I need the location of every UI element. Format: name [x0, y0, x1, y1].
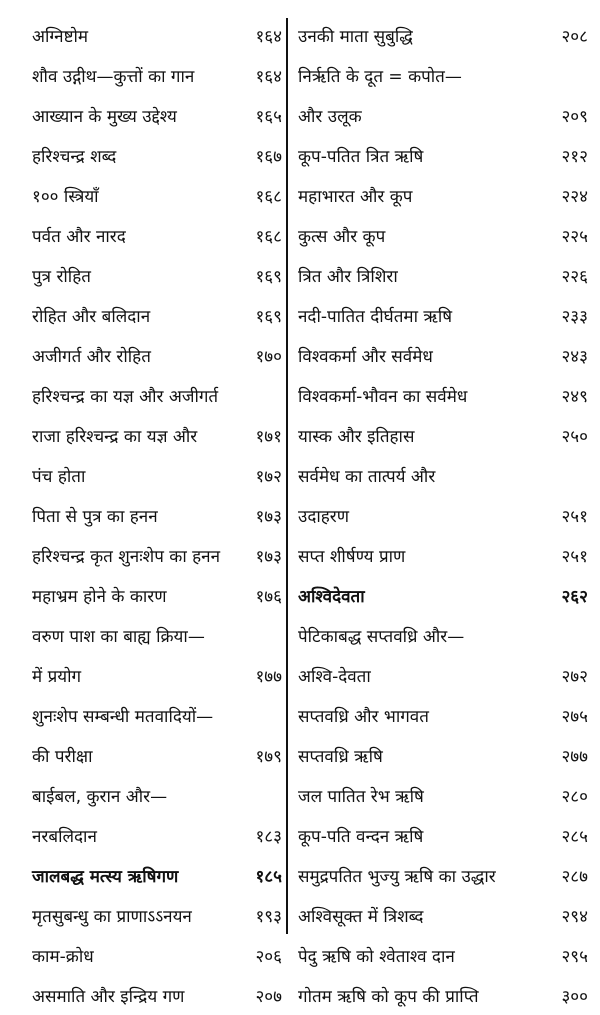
right-entry-title: कुत्स और कूप	[298, 226, 386, 247]
toc-row	[0, 295, 600, 335]
left-entry-title: मृतसुबन्धु का प्राणाऽऽनयन	[32, 906, 192, 927]
right-entry-title: अश्वि-देवता	[298, 666, 371, 687]
toc-row	[0, 535, 600, 575]
right-entry-title: उदाहरण	[298, 506, 350, 527]
right-entry-page: २५१	[561, 546, 588, 567]
right-entry-title: जल पातित रेभ ऋषि	[298, 786, 424, 807]
toc-row	[0, 895, 600, 935]
right-entry-title: सप्तवध्रि और भागवत	[298, 706, 429, 727]
left-entry-page: १६४	[255, 26, 282, 47]
right-entry-page: २२६	[561, 266, 588, 287]
right-entry-title: पेटिकाबद्ध सप्तवध्रि और—	[298, 626, 465, 647]
left-entry-title: वरुण पाश का बाह्य क्रिया—	[32, 626, 205, 647]
left-entry-page: १७०	[255, 346, 282, 367]
right-entry-page: २०८	[561, 26, 588, 47]
toc-row	[0, 175, 600, 215]
table-of-contents	[0, 15, 600, 1015]
toc-row	[0, 455, 600, 495]
right-entry-page: २५०	[561, 426, 588, 447]
left-entry-title: महाभ्रम होने के कारण	[32, 586, 167, 607]
right-entry-title: उनकी माता सुबुद्धि	[298, 26, 413, 47]
right-entry-page: २८०	[561, 786, 588, 807]
left-entry-title: पुत्र रोहित	[32, 266, 91, 287]
right-entry-page: २४३	[561, 346, 588, 367]
left-entry-title: अग्निष्टोम	[32, 26, 89, 47]
right-entry-title: अश्विदेवता	[298, 586, 365, 607]
right-entry-page: २८७	[561, 866, 588, 887]
right-entry-page: २१२	[561, 146, 588, 167]
left-entry-page: १६९	[255, 306, 282, 327]
toc-row	[0, 95, 600, 135]
right-entry-title: पेदु ऋषि को श्वेताश्व दान	[298, 946, 455, 967]
right-entry-title: गोतम ऋषि को कूप की प्राप्ति	[298, 986, 479, 1007]
toc-row	[0, 775, 600, 815]
right-entry-title: सप्त शीर्षण्य प्राण	[298, 546, 406, 567]
right-entry-page: २४९	[561, 386, 588, 407]
left-entry-page: १७१	[255, 426, 282, 447]
right-entry-page: २७५	[561, 706, 588, 727]
left-entry-title: पर्वत और नारद	[32, 226, 126, 247]
right-entry-title: कूप-पतित त्रित ऋषि	[298, 146, 424, 167]
left-entry-page: १६८	[255, 226, 282, 247]
left-entry-page: १७६	[255, 586, 282, 607]
toc-row	[0, 615, 600, 655]
left-entry-title: नरबलिदान	[32, 826, 97, 847]
left-entry-title: रोहित और बलिदान	[32, 306, 151, 327]
toc-row	[0, 735, 600, 775]
right-entry-title: निर्ऋति के दूत = कपोत—	[298, 66, 462, 87]
left-entry-page: १९३	[255, 906, 282, 927]
right-entry-title: विश्वकर्मा-भौवन का सर्वमेध	[298, 386, 468, 407]
left-entry-page: १७९	[255, 746, 282, 767]
toc-row	[0, 375, 600, 415]
left-entry-page: १६७	[255, 146, 282, 167]
left-entry-title: हरिश्चन्द्र का यज्ञ और अजीगर्त	[32, 386, 219, 407]
left-entry-page: १६८	[255, 186, 282, 207]
right-entry-title: समुद्रपतित भुज्यु ऋषि का उद्धार	[298, 866, 496, 887]
left-entry-title: आख्यान के मुख्य उद्देश्य	[32, 106, 177, 127]
left-entry-title: पिता से पुत्र का हनन	[32, 506, 158, 527]
left-entry-page: १७२	[255, 466, 282, 487]
toc-row	[0, 15, 600, 55]
left-entry-title: काम-क्रोध	[32, 946, 94, 967]
right-entry-page: २७२	[561, 666, 588, 687]
left-entry-title: की परीक्षा	[32, 746, 93, 767]
left-entry-title: राजा हरिश्चन्द्र का यज्ञ और	[32, 426, 198, 447]
toc-row	[0, 855, 600, 895]
right-entry-title: और उलूक	[298, 106, 362, 127]
right-entry-title: महाभारत और कूप	[298, 186, 413, 207]
left-entry-title: १०० स्त्रियाँ	[32, 186, 99, 207]
toc-row	[0, 255, 600, 295]
right-entry-page: २७७	[561, 746, 588, 767]
left-entry-title: शौव उद्गीथ—कुत्तों का गान	[32, 66, 195, 87]
toc-row	[0, 415, 600, 455]
right-entry-title: सप्तवध्रि ऋषि	[298, 746, 383, 767]
left-entry-title: जालबद्ध मत्स्य ऋषिगण	[32, 866, 179, 887]
left-entry-page: १८३	[255, 826, 282, 847]
left-entry-title: अजीगर्त और रोहित	[32, 346, 151, 367]
toc-row	[0, 815, 600, 855]
left-entry-title: हरिश्चन्द्र कृत शुनःशेप का हनन	[32, 546, 221, 567]
right-entry-page: २९५	[561, 946, 588, 967]
right-entry-title: त्रित और त्रिशिरा	[298, 266, 398, 287]
left-entry-page: २०७	[255, 986, 282, 1007]
right-entry-page: २५१	[561, 506, 588, 527]
left-entry-page: १७७	[255, 666, 282, 687]
toc-row	[0, 495, 600, 535]
left-entry-page: १६९	[255, 266, 282, 287]
left-entry-title: हरिश्चन्द्र शब्द	[32, 146, 117, 167]
left-entry-page: १६४	[255, 66, 282, 87]
left-entry-title: शुनःशेप सम्बन्धी मतवादियों—	[32, 706, 214, 727]
toc-row	[0, 215, 600, 255]
left-entry-title: में प्रयोग	[32, 666, 82, 687]
left-entry-page: १७३	[255, 506, 282, 527]
right-entry-page: २३३	[561, 306, 588, 327]
right-entry-page: २२५	[561, 226, 588, 247]
toc-row	[0, 935, 600, 975]
right-entry-page: २२४	[561, 186, 588, 207]
left-entry-page: १७३	[255, 546, 282, 567]
toc-row	[0, 975, 600, 1015]
right-entry-title: विश्वकर्मा और सर्वमेध	[298, 346, 433, 367]
toc-row	[0, 55, 600, 95]
toc-row	[0, 575, 600, 615]
right-entry-page: २६२	[561, 586, 588, 607]
left-entry-title: पंच होता	[32, 466, 86, 487]
right-entry-page: २९४	[561, 906, 588, 927]
left-entry-page: २०६	[255, 946, 282, 967]
toc-row	[0, 655, 600, 695]
toc-row	[0, 695, 600, 735]
left-entry-title: बाईबल, कुरान और—	[32, 786, 168, 807]
left-entry-page: १६५	[255, 106, 282, 127]
right-entry-page: २०९	[561, 106, 588, 127]
toc-row	[0, 335, 600, 375]
left-entry-title: असमाति और इन्द्रिय गण	[32, 986, 185, 1007]
right-entry-page: २८५	[561, 826, 588, 847]
right-entry-page: ३००	[561, 986, 588, 1007]
right-entry-title: कूप-पति वन्दन ऋषि	[298, 826, 424, 847]
right-entry-title: नदी-पातित दीर्घतमा ऋषि	[298, 306, 453, 327]
right-entry-title: सर्वमेध का तात्पर्य और	[298, 466, 436, 487]
right-entry-title: यास्क और इतिहास	[298, 426, 415, 447]
toc-row	[0, 135, 600, 175]
right-entry-title: अश्विसूक्त में त्रिशब्द	[298, 906, 424, 927]
left-entry-page: १८५	[255, 866, 282, 887]
